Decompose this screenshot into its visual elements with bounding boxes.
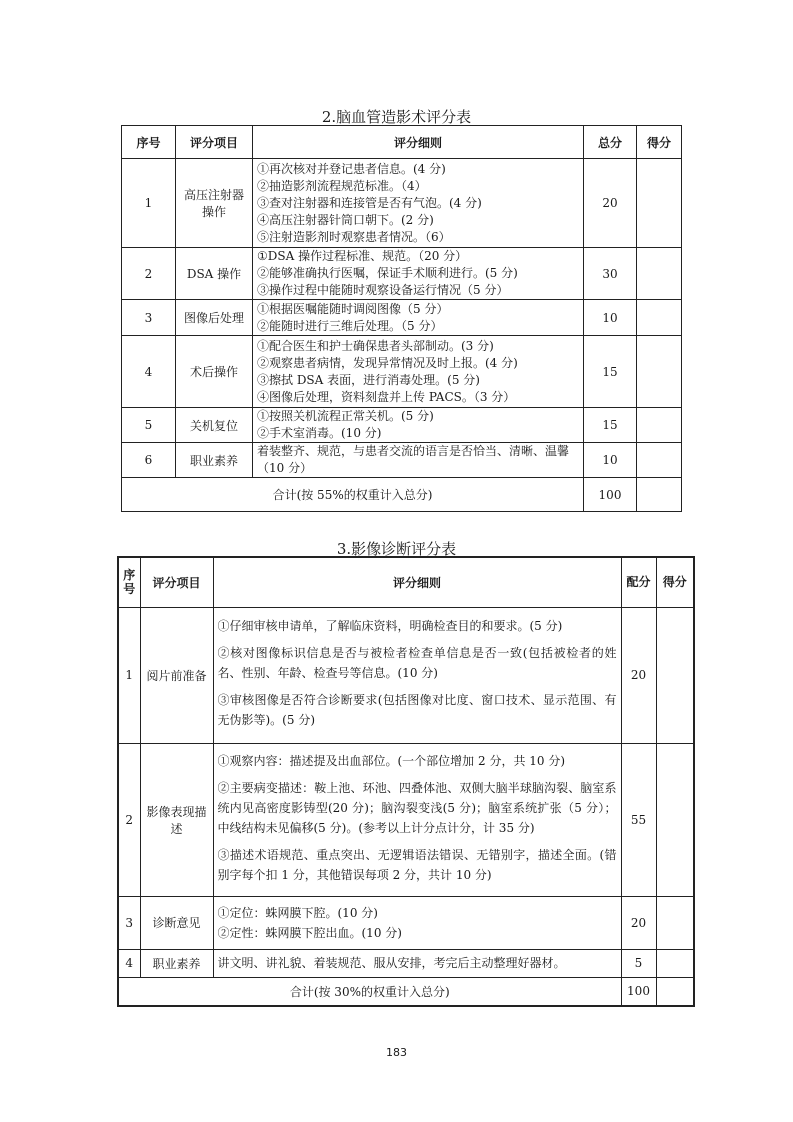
row-item: 高压注射器操作 — [176, 159, 253, 248]
row-number: 1 — [122, 159, 176, 248]
summary-total: 100 — [584, 478, 637, 512]
table-row — [118, 896, 694, 949]
row-score — [656, 607, 694, 743]
table-row — [118, 949, 694, 977]
row-number: 3 — [118, 896, 140, 949]
row-criteria — [253, 336, 584, 408]
criteria-line: ③擦拭 DSA 表面，进行消毒处理。(5 分) — [257, 372, 480, 387]
header-item: 评分项目 — [176, 126, 253, 159]
summary-label: 合计(按 55%的权重计入总分) — [122, 478, 584, 512]
summary-score — [637, 478, 682, 512]
row-item: 职业素养 — [176, 443, 253, 478]
header-number: 序号 — [122, 126, 176, 159]
criteria-line: ②能够准确执行医嘱，保证手术顺利进行。(5 分) — [257, 266, 518, 280]
row-criteria — [253, 159, 584, 248]
criteria-line: ①定位：蛛网膜下腔。(10 分) — [217, 905, 378, 920]
criteria-line: ②能随时进行三维后处理。（5 分） — [257, 318, 443, 333]
table-row — [118, 743, 694, 896]
criteria-line: ③描述术语规范、重点突出、无逻辑语法错误、无错别字，描述全面。(错别字每个扣 1 分，其他错误每项 2 分，共计 10 分) — [217, 847, 617, 882]
criteria-line: ③操作过程中能随时观察设备运行情况（5 分） — [257, 283, 509, 297]
row-score — [637, 336, 682, 408]
header-criteria: 评分细则 — [213, 557, 621, 607]
table2-title: 3.影像诊断评分表 — [336, 540, 457, 558]
summary-label: 合计(按 30%的权重计入总分) — [118, 977, 621, 1006]
criteria-line: ③审核图像是否符合诊断要求(包括图像对比度、窗口技术、显示范围、有无伪影等)。(5 分) — [217, 693, 617, 727]
row-number: 3 — [122, 300, 176, 336]
criteria-line: ①配合医生和护士确保患者头部制动。(3 分) — [257, 338, 494, 353]
criteria-line: ②定性：蛛网膜下腔出血。(10 分) — [217, 925, 402, 940]
row-score — [656, 743, 694, 896]
row-total: 10 — [584, 443, 637, 478]
criteria-line: ②核对图像标识信息是否与被检者检查单信息是否一致(包括被检者的姓名、性别、年龄、检查号等信息。(10 分) — [217, 646, 617, 680]
criteria-line: ⑤注射造影剂时观察患者情况。（6） — [257, 229, 451, 244]
row-score — [637, 248, 682, 300]
table-row — [122, 300, 682, 336]
row-score — [637, 159, 682, 248]
row-criteria — [253, 248, 584, 300]
criteria-line: ①DSA 操作过程标准、规范。（20 分） — [257, 249, 468, 263]
row-item: DSA 操作 — [176, 248, 253, 300]
row-total: 20 — [621, 607, 656, 743]
row-score — [637, 408, 682, 443]
row-total: 10 — [584, 300, 637, 336]
row-total: 15 — [584, 336, 637, 408]
criteria-line: ②抽造影剂流程规范标准。（4） — [257, 178, 427, 193]
summary-score — [656, 977, 694, 1006]
criteria-line: ③查对注射器和连接管是否有气泡。(4 分) — [257, 195, 482, 210]
row-item: 关机复位 — [176, 408, 253, 443]
criteria-line: ①再次核对并登记患者信息。(4 分) — [257, 161, 446, 176]
criteria-line: ①按照关机流程正常关机。(5 分) — [257, 409, 434, 423]
header-item: 评分项目 — [140, 557, 213, 607]
row-total: 30 — [584, 248, 637, 300]
table-row — [122, 159, 682, 248]
header-score: 得分 — [656, 557, 694, 607]
row-number: 4 — [118, 949, 140, 977]
criteria-line: ①根据医嘱能随时调阅图像（5 分） — [257, 301, 449, 316]
row-total: 20 — [584, 159, 637, 248]
row-item: 影像表现描述 — [140, 743, 213, 896]
row-total: 55 — [621, 743, 656, 896]
criteria-line: 讲文明、讲礼貌、着装规范、服从安排，考完后主动整理好器材。 — [217, 956, 566, 970]
row-total: 5 — [621, 949, 656, 977]
criteria-line: ②主要病变描述：鞍上池、环池、四叠体池、双侧大脑半球脑沟裂、脑室系统内见高密度影铸型(20 分)；脑沟裂变浅(5 分)；脑室系统扩张（5 分）；中线结构未见偏移(5 分)。(参考以上计分点计分，计 35 分) — [217, 780, 617, 835]
row-score — [637, 300, 682, 336]
summary-row — [118, 977, 694, 1006]
image-diagnosis-score-table — [117, 556, 695, 1007]
criteria-line: 着装整齐、规范，与患者交流的语言是否恰当、清晰、温馨（10 分） — [257, 444, 570, 475]
row-number: 2 — [118, 743, 140, 896]
row-number: 5 — [122, 408, 176, 443]
table1-title: 2.脑血管造影术评分表 — [321, 108, 472, 126]
header-score: 得分 — [637, 126, 682, 159]
table-header-row — [118, 557, 694, 607]
criteria-line: ②手术室消毒。(10 分) — [257, 426, 382, 440]
criteria-line: ①观察内容：描述提及出血部位。(一个部位增加 2 分，共 10 分) — [217, 753, 566, 768]
row-number: 1 — [118, 607, 140, 743]
row-item: 阅片前准备 — [140, 607, 213, 743]
criteria-line: ①仔细审核申请单，了解临床资料，明确检查目的和要求。(5 分) — [217, 619, 563, 633]
row-criteria — [213, 896, 621, 949]
table-header-row — [122, 126, 682, 159]
row-item: 术后操作 — [176, 336, 253, 408]
row-criteria — [253, 443, 584, 478]
row-item: 诊断意见 — [140, 896, 213, 949]
row-criteria — [213, 607, 621, 743]
row-number: 2 — [122, 248, 176, 300]
header-total: 总分 — [584, 126, 637, 159]
row-score — [637, 443, 682, 478]
row-score — [656, 896, 694, 949]
table-row — [122, 443, 682, 478]
table-row — [122, 248, 682, 300]
summary-total: 100 — [621, 977, 656, 1006]
criteria-line: ②观察患者病情，发现异常情况及时上报。(4 分) — [257, 355, 518, 370]
row-number: 6 — [122, 443, 176, 478]
page-number: 183 — [386, 1046, 407, 1059]
row-score — [656, 949, 694, 977]
row-total: 15 — [584, 408, 637, 443]
table-row — [122, 336, 682, 408]
criteria-line: ④高压注射器针筒口朝下。(2 分) — [257, 212, 434, 227]
row-item: 图像后处理 — [176, 300, 253, 336]
header-number: 序号 — [118, 557, 140, 607]
row-criteria — [213, 949, 621, 977]
criteria-line: ④图像后处理，资料刻盘并上传 PACS。（3 分） — [257, 389, 516, 404]
row-total: 20 — [621, 896, 656, 949]
row-criteria — [213, 743, 621, 896]
row-item: 职业素养 — [140, 949, 213, 977]
header-total: 配分 — [621, 557, 656, 607]
cerebral-angiography-score-table — [121, 125, 682, 512]
summary-row — [122, 478, 682, 512]
row-number: 4 — [122, 336, 176, 408]
row-criteria — [253, 408, 584, 443]
table-row — [122, 408, 682, 443]
header-criteria: 评分细则 — [253, 126, 584, 159]
table-row — [118, 607, 694, 743]
row-criteria — [253, 300, 584, 336]
